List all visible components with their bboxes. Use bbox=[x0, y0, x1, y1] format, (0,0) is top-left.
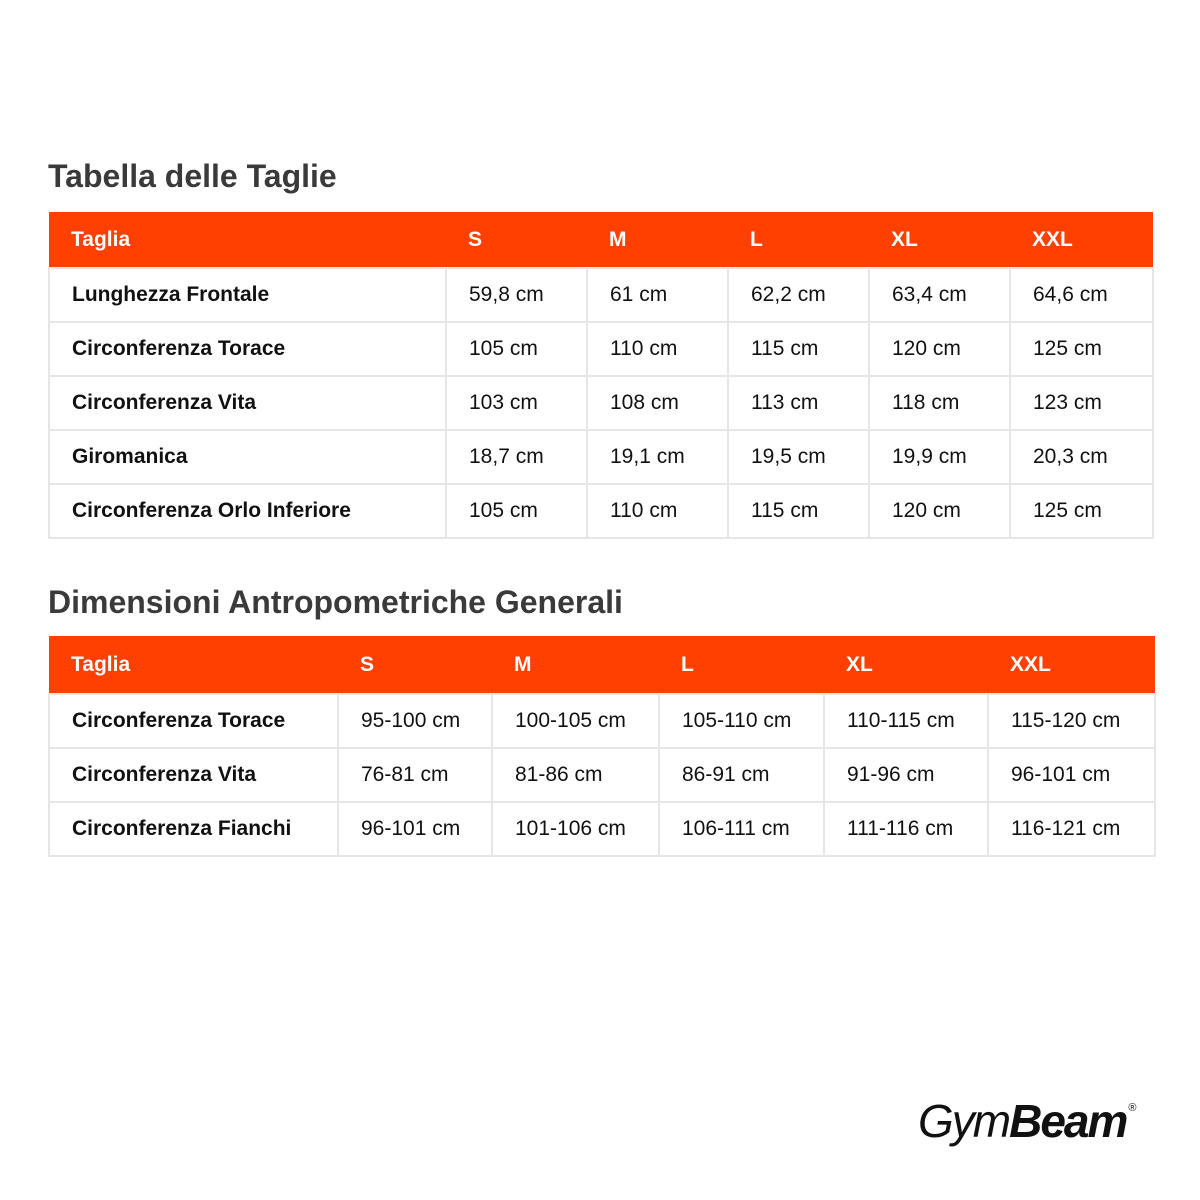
header-cell-xl: XL bbox=[869, 212, 1010, 268]
table-cell: 123 cm bbox=[1010, 376, 1153, 430]
header-cell-s: S bbox=[446, 212, 587, 268]
table-row bbox=[49, 322, 1153, 376]
table-cell: 19,9 cm bbox=[869, 430, 1010, 484]
table-cell: 61 cm bbox=[587, 268, 728, 322]
table-cell: 91-96 cm bbox=[824, 748, 988, 802]
table-row bbox=[49, 430, 1153, 484]
row-label: Giromanica bbox=[49, 430, 446, 484]
registered-mark: ® bbox=[1128, 1102, 1137, 1114]
table-cell: 96-101 cm bbox=[988, 748, 1155, 802]
table-cell: 111-116 cm bbox=[824, 802, 988, 856]
row-label: Circonferenza Torace bbox=[49, 322, 446, 376]
header-cell-size: Taglia bbox=[49, 212, 446, 268]
table-cell: 100-105 cm bbox=[492, 694, 659, 748]
table-cell: 115-120 cm bbox=[988, 694, 1155, 748]
table-cell: 64,6 cm bbox=[1010, 268, 1153, 322]
table-cell: 62,2 cm bbox=[728, 268, 869, 322]
row-label: Circonferenza Torace bbox=[49, 694, 338, 748]
table-cell: 86-91 cm bbox=[659, 748, 824, 802]
table-header-row bbox=[49, 212, 1153, 268]
header-cell-m: M bbox=[492, 636, 659, 694]
table-cell: 125 cm bbox=[1010, 484, 1153, 538]
row-label: Circonferenza Vita bbox=[49, 376, 446, 430]
table-cell: 115 cm bbox=[728, 484, 869, 538]
header-cell-xxl: XXL bbox=[1010, 212, 1153, 268]
table-cell: 18,7 cm bbox=[446, 430, 587, 484]
header-cell-l: L bbox=[659, 636, 824, 694]
table-cell: 63,4 cm bbox=[869, 268, 1010, 322]
table-row bbox=[49, 748, 1155, 802]
table-cell: 110 cm bbox=[587, 484, 728, 538]
table-cell: 103 cm bbox=[446, 376, 587, 430]
table-cell: 96-101 cm bbox=[338, 802, 492, 856]
header-cell-xl: XL bbox=[824, 636, 988, 694]
table-cell: 101-106 cm bbox=[492, 802, 659, 856]
table-row bbox=[49, 376, 1153, 430]
table-cell: 20,3 cm bbox=[1010, 430, 1153, 484]
table-cell: 110-115 cm bbox=[824, 694, 988, 748]
body-measurements-title: Dimensioni Antropometriche Generali bbox=[48, 584, 623, 620]
table-cell: 19,1 cm bbox=[587, 430, 728, 484]
table-cell: 115 cm bbox=[728, 322, 869, 376]
row-label: Circonferenza Fianchi bbox=[49, 802, 338, 856]
header-cell-l: L bbox=[728, 212, 869, 268]
gymbeam-logo bbox=[918, 1095, 1154, 1158]
row-label: Circonferenza Orlo Inferiore bbox=[49, 484, 446, 538]
table-header-row bbox=[49, 636, 1155, 694]
body-measurements-table bbox=[48, 636, 1156, 857]
table-cell: 105-110 cm bbox=[659, 694, 824, 748]
header-cell-s: S bbox=[338, 636, 492, 694]
header-cell-xxl: XXL bbox=[988, 636, 1155, 694]
table-cell: 120 cm bbox=[869, 322, 1010, 376]
table-cell: 120 cm bbox=[869, 484, 1010, 538]
logo-text-beam: Beam bbox=[1009, 1095, 1127, 1147]
size-chart-table bbox=[48, 212, 1154, 539]
logo-text-gym: Gym bbox=[918, 1095, 1010, 1147]
table-cell: 81-86 cm bbox=[492, 748, 659, 802]
table-cell: 106-111 cm bbox=[659, 802, 824, 856]
table-row bbox=[49, 802, 1155, 856]
table-row bbox=[49, 484, 1153, 538]
table-cell: 125 cm bbox=[1010, 322, 1153, 376]
row-label: Circonferenza Vita bbox=[49, 748, 338, 802]
size-chart-title: Tabella delle Taglie bbox=[48, 158, 337, 194]
table-cell: 76-81 cm bbox=[338, 748, 492, 802]
table-row bbox=[49, 268, 1153, 322]
table-cell: 59,8 cm bbox=[446, 268, 587, 322]
table-cell: 19,5 cm bbox=[728, 430, 869, 484]
table-row bbox=[49, 694, 1155, 748]
table-cell: 116-121 cm bbox=[988, 802, 1155, 856]
table-cell: 95-100 cm bbox=[338, 694, 492, 748]
table-cell: 108 cm bbox=[587, 376, 728, 430]
table-cell: 105 cm bbox=[446, 322, 587, 376]
header-cell-size: Taglia bbox=[49, 636, 338, 694]
table-cell: 113 cm bbox=[728, 376, 869, 430]
row-label: Lunghezza Frontale bbox=[49, 268, 446, 322]
table-cell: 118 cm bbox=[869, 376, 1010, 430]
table-cell: 110 cm bbox=[587, 322, 728, 376]
table-cell: 105 cm bbox=[446, 484, 587, 538]
header-cell-m: M bbox=[587, 212, 728, 268]
